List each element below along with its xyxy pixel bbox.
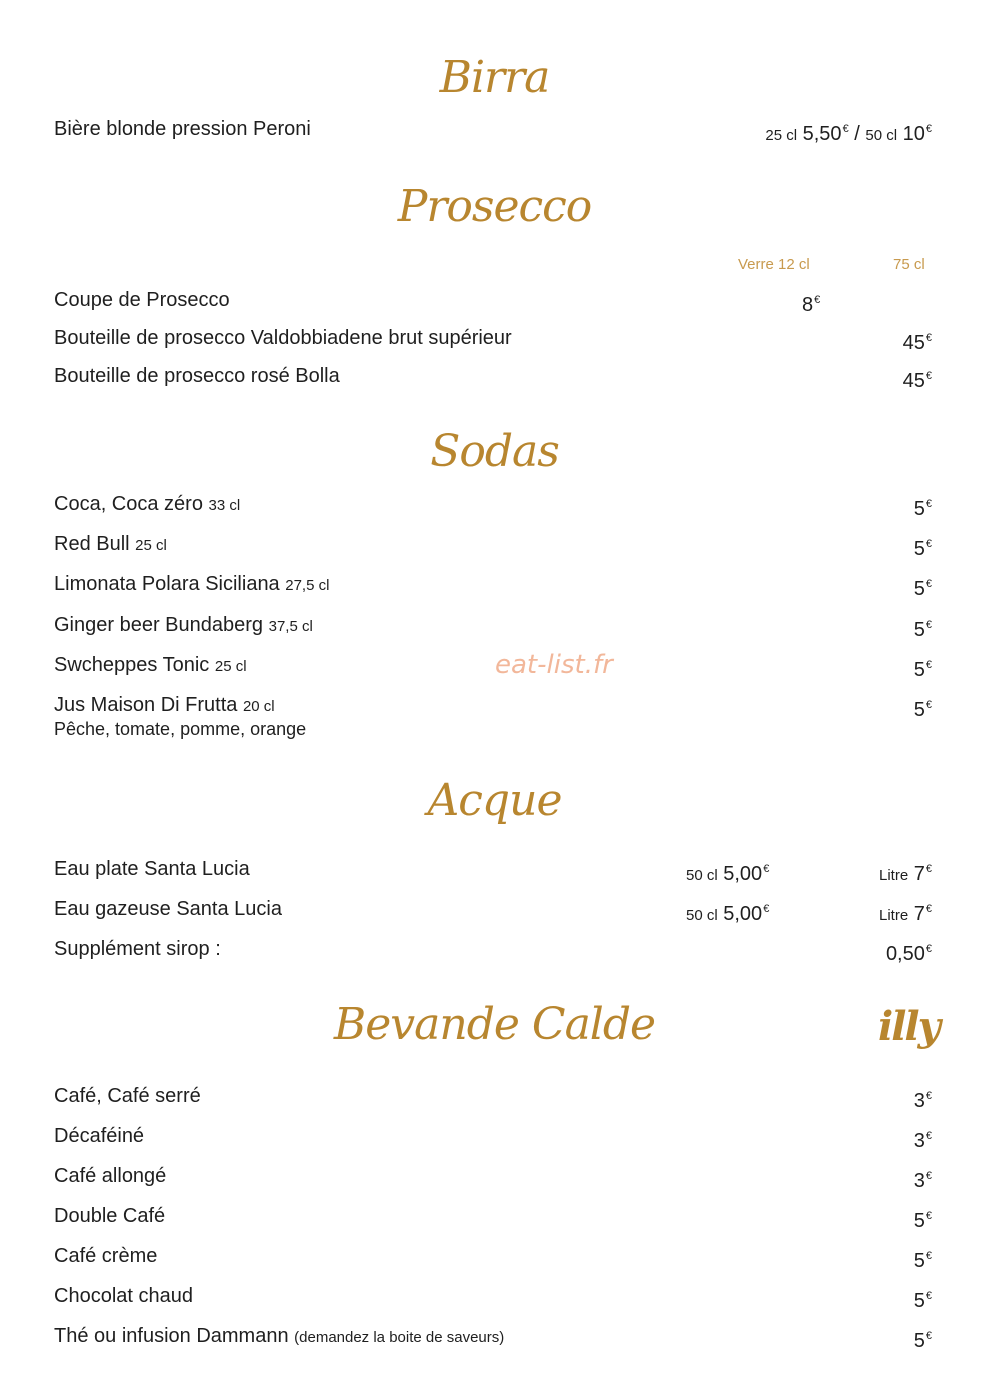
- item-price: [886, 935, 932, 968]
- item-price: [903, 362, 932, 395]
- menu-item: [54, 855, 932, 883]
- currency-symbol: €: [763, 863, 770, 875]
- item-price: [914, 1242, 932, 1275]
- price-value: 7: [913, 863, 925, 885]
- column-header-bottle: 75 cl: [893, 256, 925, 273]
- item-name: [54, 570, 329, 600]
- menu-item: [54, 570, 932, 598]
- illy-logo: illy: [878, 1003, 939, 1050]
- size-label: Litre: [879, 907, 909, 924]
- item-price: [802, 286, 820, 319]
- item-note: (demandez la boite de saveurs): [294, 1329, 505, 1346]
- item-price: [914, 530, 932, 563]
- menu-item: [54, 530, 932, 558]
- menu-item: [54, 895, 932, 923]
- price-value: 5: [913, 498, 925, 520]
- currency-symbol: €: [925, 903, 932, 915]
- item-name: Coupe de Prosecco: [54, 289, 230, 311]
- size-label: 27,5 cl: [285, 577, 330, 594]
- item-name: [54, 611, 313, 641]
- price-value: 5: [913, 1210, 925, 1232]
- currency-symbol: €: [925, 619, 932, 631]
- item-name: [54, 530, 167, 560]
- currency-symbol: €: [763, 903, 770, 915]
- currency-symbol: €: [925, 1130, 932, 1142]
- item-name: [54, 691, 275, 721]
- price-value: 45: [902, 332, 925, 354]
- currency-symbol: €: [925, 578, 932, 590]
- size-label: 37,5 cl: [268, 618, 313, 635]
- item-price-large: [879, 895, 932, 930]
- item-name: Bière blonde pression Peroni: [54, 118, 311, 140]
- item-label: Coca, Coca zéro: [54, 493, 203, 515]
- currency-symbol: €: [925, 1170, 932, 1182]
- item-price: [765, 115, 932, 150]
- price-value: 3: [913, 1170, 925, 1192]
- item-label: Jus Maison Di Frutta: [54, 694, 238, 716]
- separator: /: [854, 123, 860, 145]
- item-price: [914, 1162, 932, 1195]
- menu-item: [54, 1242, 932, 1270]
- item-price: [914, 1082, 932, 1115]
- price-value: 5: [913, 619, 925, 641]
- price-value: 5: [913, 1290, 925, 1312]
- price-value: 5,00: [723, 903, 763, 925]
- menu-item: [54, 651, 932, 679]
- size-label: 20 cl: [242, 698, 275, 715]
- currency-symbol: €: [842, 123, 849, 135]
- price-value: 5: [913, 1250, 925, 1272]
- size-label: 50 cl: [686, 907, 718, 924]
- item-price: [914, 1122, 932, 1155]
- price-value: 5: [913, 659, 925, 681]
- menu-item: [54, 115, 932, 143]
- item-name: Eau gazeuse Santa Lucia: [54, 898, 282, 920]
- item-price-large: [879, 855, 932, 890]
- item-price: [914, 1322, 932, 1355]
- menu-item: [54, 1322, 932, 1350]
- size-label: 25 cl: [765, 127, 798, 144]
- item-price: [914, 651, 932, 684]
- price-value: 45: [902, 370, 925, 392]
- item-label: Thé ou infusion Dammann: [54, 1325, 289, 1347]
- item-name: Décaféiné: [54, 1125, 145, 1147]
- item-label: Red Bull: [54, 533, 130, 555]
- menu-item: [54, 1202, 932, 1230]
- price-value: 5,00: [723, 863, 763, 885]
- item-name: [54, 1322, 504, 1352]
- menu-item: [54, 324, 932, 352]
- item-price-small: [686, 855, 769, 890]
- item-label: Ginger beer Bundaberg: [54, 614, 264, 636]
- item-detail: Pêche, tomate, pomme, orange: [54, 719, 307, 739]
- size-label: Litre: [879, 867, 909, 884]
- size-label: 50 cl: [686, 867, 718, 884]
- item-price: [914, 1282, 932, 1315]
- price-value: 7: [913, 903, 925, 925]
- menu-item: [54, 1082, 932, 1110]
- menu-item: [54, 935, 932, 963]
- price-value: 8: [802, 294, 814, 316]
- item-name: Supplément sirop :: [54, 938, 221, 960]
- currency-symbol: €: [925, 1250, 932, 1262]
- menu-item: [54, 286, 932, 314]
- currency-symbol: €: [925, 1330, 932, 1342]
- item-name: Double Café: [54, 1205, 166, 1227]
- section-title-calde: Bevande Calde: [333, 999, 656, 1050]
- item-price: [914, 1202, 932, 1235]
- item-name: Eau plate Santa Lucia: [54, 858, 250, 880]
- section-title-prosecco: Prosecco: [397, 181, 592, 232]
- currency-symbol: €: [814, 294, 821, 306]
- currency-symbol: €: [925, 370, 932, 382]
- item-price: [903, 324, 932, 357]
- item-name: Chocolat chaud: [54, 1285, 193, 1307]
- price-value: 5: [913, 538, 925, 560]
- section-title-sodas: Sodas: [430, 426, 559, 477]
- section-title-birra: Birra: [439, 52, 550, 103]
- price-value: 0,50: [885, 943, 925, 965]
- size-label: 25 cl: [214, 658, 247, 675]
- menu-item: [54, 1282, 932, 1310]
- size-label: 50 cl: [865, 127, 898, 144]
- price-value: 5,50: [802, 123, 842, 145]
- item-price: [914, 691, 932, 724]
- watermark: eat-list.fr: [495, 650, 613, 680]
- column-header-glass: Verre 12 cl: [738, 256, 810, 273]
- menu-item: [54, 362, 932, 390]
- currency-symbol: €: [925, 498, 932, 510]
- currency-symbol: €: [925, 943, 932, 955]
- price-value: 5: [913, 578, 925, 600]
- size-label: 25 cl: [135, 537, 167, 554]
- currency-symbol: €: [925, 1290, 932, 1302]
- item-name: Café allongé: [54, 1165, 167, 1187]
- size-label: 33 cl: [208, 497, 241, 514]
- item-name: Café crème: [54, 1245, 158, 1267]
- price-value: 5: [913, 1330, 925, 1352]
- item-name: [54, 490, 240, 520]
- price-value: 10: [902, 123, 925, 145]
- currency-symbol: €: [925, 699, 932, 711]
- currency-symbol: €: [925, 863, 932, 875]
- item-price-small: [686, 895, 769, 930]
- currency-symbol: €: [925, 659, 932, 671]
- currency-symbol: €: [925, 332, 932, 344]
- item-price: [914, 570, 932, 603]
- item-label: Limonata Polara Siciliana: [54, 573, 280, 595]
- item-label: Swcheppes Tonic: [54, 654, 210, 676]
- menu-item: [54, 1122, 932, 1150]
- item-name: Bouteille de prosecco rosé Bolla: [54, 365, 340, 387]
- menu-item: [54, 490, 932, 518]
- item-price: [914, 611, 932, 644]
- price-value: 3: [913, 1130, 925, 1152]
- menu-item: [54, 691, 932, 719]
- menu-item: [54, 1162, 932, 1190]
- currency-symbol: €: [925, 123, 932, 135]
- section-title-acque: Acque: [427, 775, 562, 826]
- item-name: Bouteille de prosecco Valdobbiadene brut supérieur: [54, 327, 512, 349]
- item-name: Café, Café serré: [54, 1085, 201, 1107]
- currency-symbol: €: [925, 1210, 932, 1222]
- price-value: 5: [913, 699, 925, 721]
- currency-symbol: €: [925, 538, 932, 550]
- price-value: 3: [913, 1090, 925, 1112]
- currency-symbol: €: [925, 1090, 932, 1102]
- menu-item: [54, 611, 932, 639]
- item-name: [54, 651, 247, 681]
- item-price: [914, 490, 932, 523]
